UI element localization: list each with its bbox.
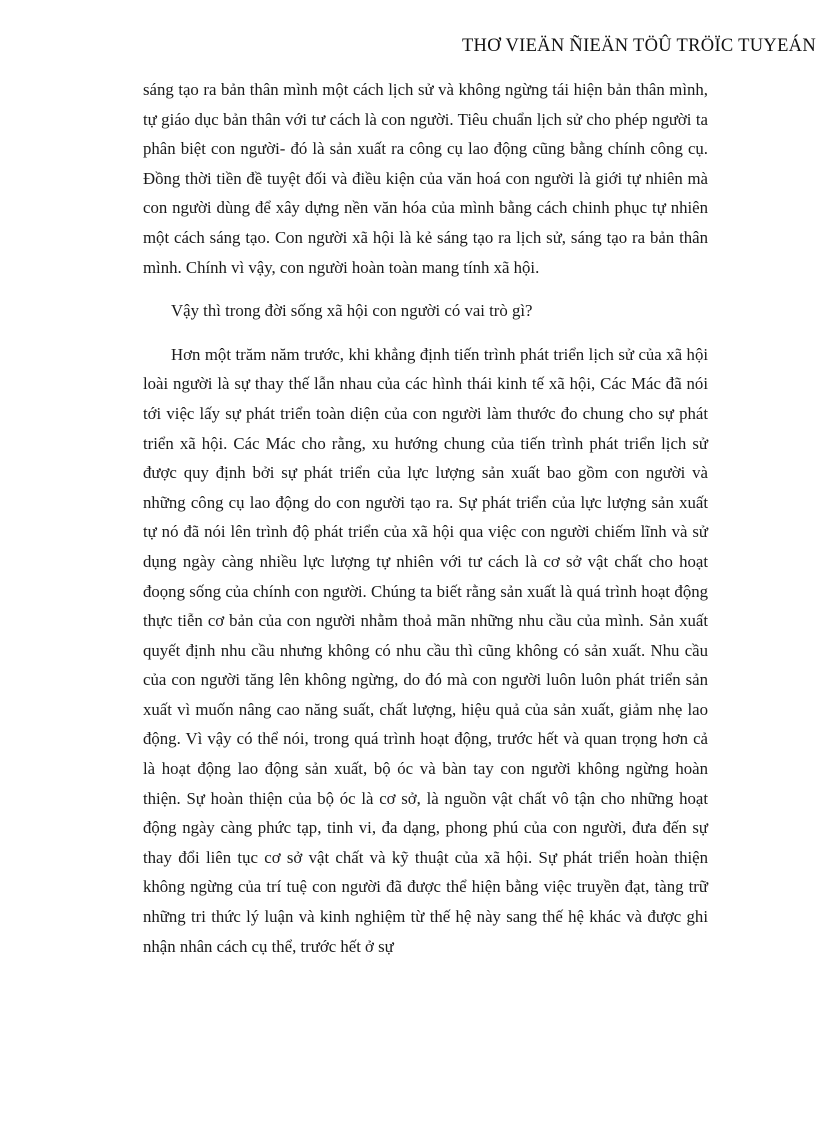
paragraph-continuation: sáng tạo ra bản thân mình một cách lịch sử và không ngừng tái hiện bản thân mình, tự giáo dục bản thân với tư cách là con người. Tiêu chuẩn lịch sử cho phép người ta phân biệt con người- đó là sản xuất ra công cụ lao động cũng bằng chính công cụ. Đồng thời tiền đề tuyệt đối và điều kiện của văn hoá con người là giới tự nhiên mà con người dùng để xây dựng nền văn hóa của mình bằng cách chinh phục tự nhiên một cách sáng tạo. Con người xã hội là kẻ sáng tạo ra lịch sử, sáng tạo ra bản thân mình. Chính vì vậy, con người hoàn toàn mang tính xã hội. xyxy=(143,80,708,277)
document-body xyxy=(143,75,708,961)
paragraph-gap xyxy=(143,326,708,340)
paragraph-main: Hơn một trăm năm trước, khi khẳng định tiến trình phát triển lịch sử của xã hội loài người là sự thay thế lẫn nhau của các hình thái kinh tế xã hội, Các Mác đã nói tới việc lấy sự phát triển toàn diện của con người làm thước đo chung cho sự phát triển xã hội. Các Mác cho rằng, xu hướng chung của tiến trình phát triển lịch sử được quy định bởi sự phát triển của lực lượng sản xuất bao gồm con người và những công cụ lao động do con người tạo ra. Sự phát triển của lực lượng sản xuất tự nó đã nói lên trình độ phát triển của xã hội qua việc con người chiếm lĩnh và sử dụng ngày càng nhiều lực lượng tự nhiên với tư cách là cơ sở vật chất cho hoạt đoọng sống của chính con người. Chúng ta biết rằng sản xuất là quá trình hoạt động thực tiễn cơ bản của con người nhằm thoả mãn những nhu cầu của mình. Sản xuất quyết định nhu cầu nhưng không có nhu cầu thì cũng không có sản xuất. Nhu cầu của con người tăng lên không ngừng, do đó mà con người luôn luôn phát triển sản xuất vì muốn nâng cao năng suất, chất lượng, hiệu quả của sản xuất, giảm nhẹ lao động. Vì vậy có thể nói, trong quá trình hoạt động, trước hết và quan trọng hơn cả là hoạt động lao động sản xuất, bộ óc và bàn tay con người không ngừng hoàn thiện. Sự hoàn thiện của bộ óc là cơ sở, là nguồn vật chất vô tận cho những hoạt động ngày càng phức tạp, tinh vi, đa dạng, phong phú của con người, đưa đến sự thay đổi liên tục cơ sở vật chất và kỹ thuật của xã hội. Sự phát triển hoàn thiện không ngừng của trí tuệ con người đã được thể hiện bằng việc truyền đạt, tàng trữ những tri thức lý luận và kinh nghiệm từ thế hệ này sang thế hệ khác và được ghi nhận nhân cách cụ thể, trước hết ở sự xyxy=(143,344,708,956)
paragraph-gap xyxy=(143,282,708,296)
page-header: THƠ VIEÄN ÑIEÄN TÖÛ TRÖÏC TUYEÁN xyxy=(461,36,816,56)
paragraph-question: Vậy thì trong đời sống xã hội con người có vai trò gì? xyxy=(171,301,533,321)
